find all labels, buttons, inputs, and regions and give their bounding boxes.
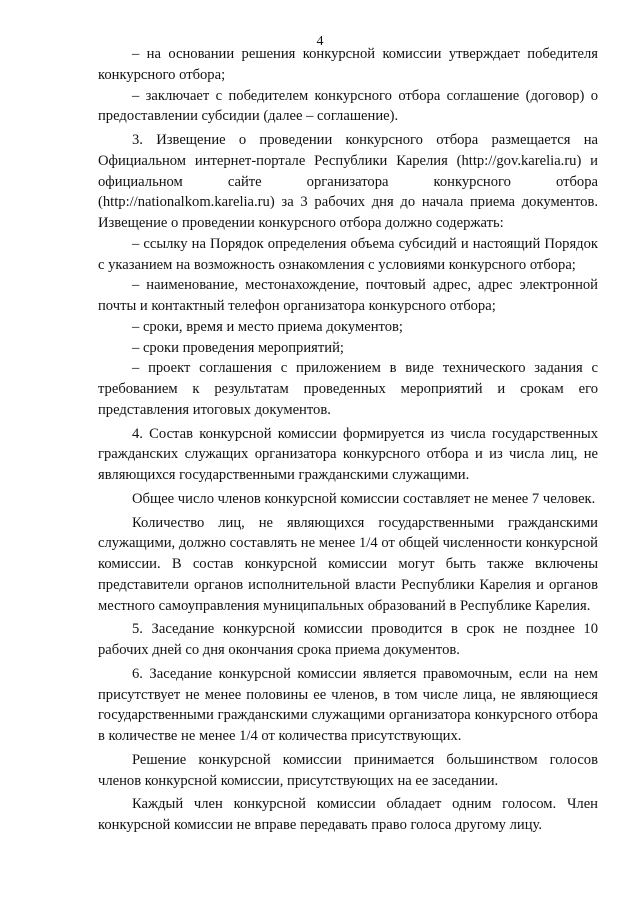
paragraph: – проект соглашения с приложением в виде технического задания с требованием к результатам проведенных мероприятий и срокам его представления итоговых документов. (98, 360, 598, 418)
paragraph: Количество лиц, не являющихся государственными гражданскими служащими, должно составлять не менее 1/4 от общей численности конкурсной комиссии. В состав конкурсной комиссии могут быть также включены представители органов исполнительной власти Республики Карелия и органов местного самоуправления муниципальных образований в Республике Карелия. (98, 514, 598, 614)
paragraph: 3. Извещение о проведении конкурсного отбора размещается на Официальном интернет-портале Республики Карелия (http://gov.karelia.ru) и официальном сайте организатора конкурсного отбора (http://nationalkom.karelia.ru) за 3 рабочих дня до начала приема документов. Извещение о проведении конкурсного отбора должно содержать: (98, 132, 598, 231)
paragraph: – ссылку на Порядок определения объема субсидий и настоящий Порядок с указанием на возможность ознакомления с условиями конкурсного отбора; (98, 235, 598, 273)
paragraph: – наименование, местонахождение, почтовый адрес, адрес электронной почты и контактный телефон организатора конкурсного отбора; (98, 277, 598, 314)
page-number: 4 (316, 34, 324, 49)
paragraph: – на основании решения конкурсной комиссии утверждает победителя конкурсного отбора; (98, 46, 598, 83)
paragraph: Решение конкурсной комиссии принимается большинством голосов членов конкурсной комиссии, присутствующих на ее заседании. (98, 751, 598, 789)
paragraph: Общее число членов конкурсной комиссии составляет не менее 7 человек. (132, 490, 596, 507)
paragraph: – сроки, время и место приема документов; (132, 318, 403, 335)
paragraph: Каждый член конкурсной комиссии обладает одним голосом. Член конкурсной комиссии не вправе передавать право голоса другому лицу. (98, 796, 598, 833)
paragraph: 6. Заседание конкурсной комиссии является правомочным, если на нем присутствует не менее половины ее членов, в том числе лица, не являющиеся государственными гражданскими служащими организатора конкурсного отбора в количестве не менее 1/4 от количества присутствующих. (98, 665, 598, 744)
paragraph: – сроки проведения мероприятий; (132, 339, 344, 356)
paragraph: 4. Состав конкурсной комиссии формируется из числа государственных гражданских служащих организатора конкурсного отбора и из числа лиц, не являющихся государственными гражданскими служащими. (98, 425, 598, 483)
document-body (98, 44, 598, 836)
paragraph: – заключает с победителем конкурсного отбора соглашение (договор) о предоставлении субсидии (далее – соглашение). (98, 87, 598, 125)
paragraph: 5. Заседание конкурсной комиссии проводится в срок не позднее 10 рабочих дней со дня окончания срока приема документов. (98, 621, 598, 658)
